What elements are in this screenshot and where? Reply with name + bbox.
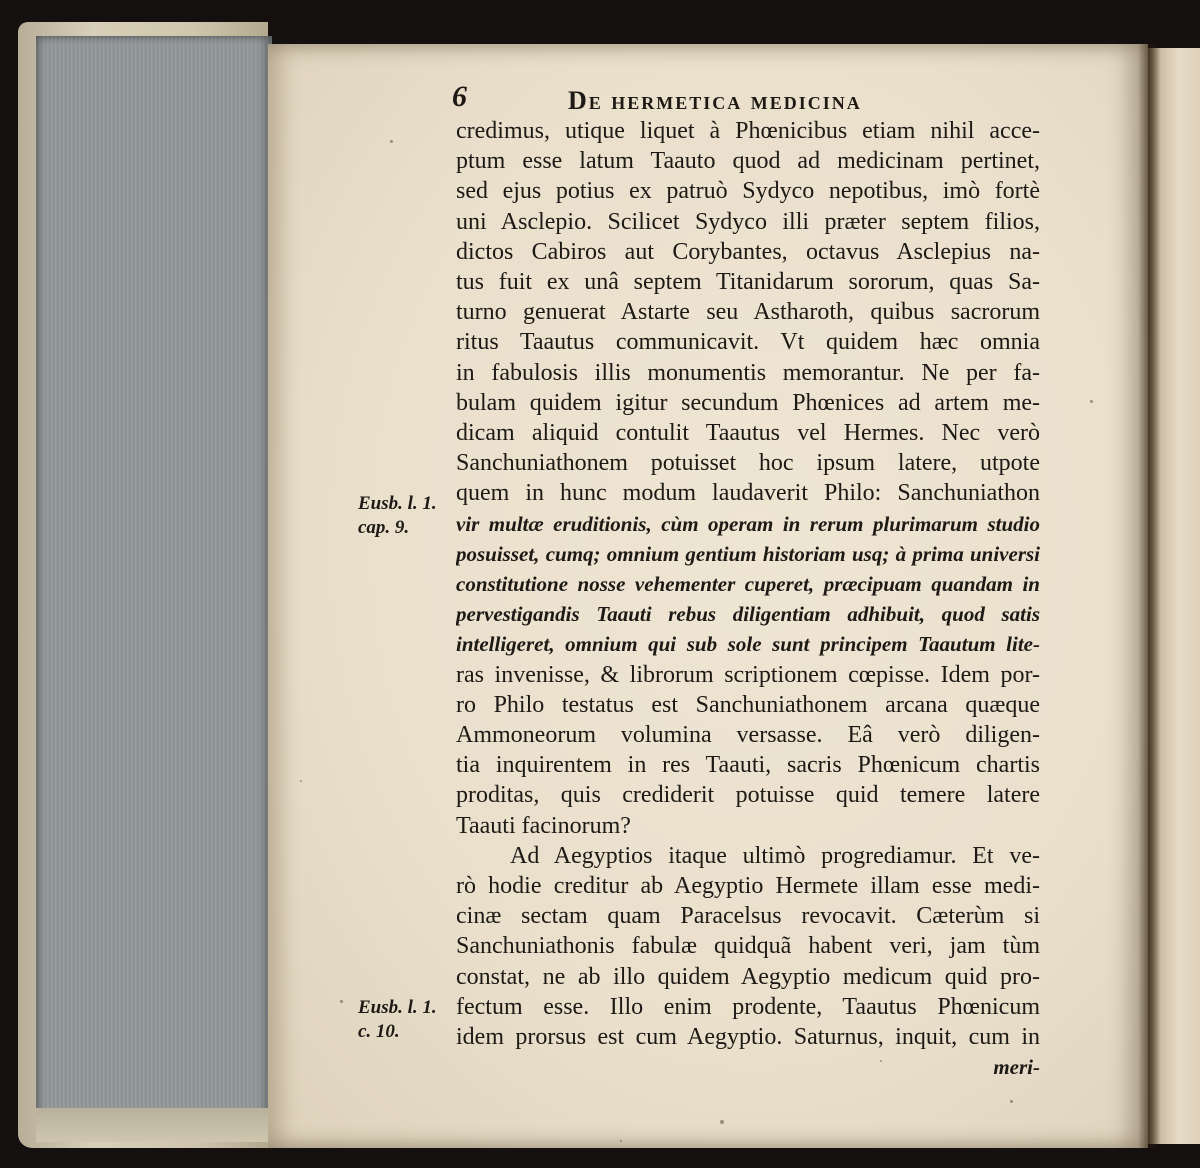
paper-speck xyxy=(880,1060,882,1062)
text-line: Sanchuniathonis fabulæ quidquã habent veri, jam tùm xyxy=(456,933,1040,960)
margin-note-line: cap. 9. xyxy=(358,517,410,539)
text-line: proditas, quis crediderit potuisse quid temere latere xyxy=(456,782,1040,809)
text-line-quote: vir multæ eruditionis, cùm operam in rerum plurimarum studio xyxy=(456,511,1040,536)
paper-speck xyxy=(300,780,302,782)
page-number: 6 xyxy=(452,80,467,113)
paper-speck xyxy=(1010,1100,1013,1103)
paper-speck xyxy=(340,1000,343,1003)
text-line: bulam quidem igitur secundum Phœnices ad artem me- xyxy=(456,389,1040,416)
text-line: quem in hunc modum laudaverit Philo: Sanchuniathon xyxy=(456,480,1040,507)
text-line: constat, ne ab illo quidem Aegyptio medicum quid pro- xyxy=(456,963,1040,990)
text-line-quote: posuisset, cumq; omnium gentium historiam usq; à prima universi xyxy=(456,541,1040,566)
paper-speck xyxy=(390,140,393,143)
text-line: Sanchuniathonem potuisset hoc ipsum latere, utpote xyxy=(456,450,1040,477)
text-line: Ad Aegyptios itaque ultimò progrediamur. Et ve- xyxy=(510,842,1040,869)
paper-speck xyxy=(1090,400,1093,403)
text-line: fectum esse. Illo enim prodente, Taautus Phœnicum xyxy=(456,993,1040,1020)
page-edges-stack xyxy=(36,36,272,1140)
text-line: turno genuerat Astarte seu Astharoth, quibus sacrorum xyxy=(456,299,1040,326)
text-line-quote: pervestigandis Taauti rebus diligentiam adhibuit, quod satis xyxy=(456,602,1040,627)
text-line-quote: constitutione nosse vehementer cuperet, præcipuam quandam in xyxy=(456,572,1040,596)
text-line: Taauti facinorum? xyxy=(456,812,631,839)
text-line: ras invenisse, & librorum scriptionem cœpisse. Idem por- xyxy=(456,661,1040,688)
text-line: dicam aliquid contulit Taautus vel Hermes. Nec verò xyxy=(456,420,1040,446)
text-line: ritus Taautus communicavit. Vt quidem hæc omnia xyxy=(456,329,1040,356)
margin-note-line: Eusb. l. 1. xyxy=(358,493,437,515)
text-line: tus fuit ex unâ septem Titanidarum sororum, quas Sa- xyxy=(456,269,1040,295)
text-line: idem prorsus est cum Aegyptio. Saturnus, inquit, cum in xyxy=(456,1024,1040,1050)
book-gutter-shadow xyxy=(1138,44,1160,1148)
text-line: tia inquirentem in res Taauti, sacris Phœnicum chartis xyxy=(456,752,1040,779)
text-line: Ammoneorum volumina versasse. Eâ verò diligen- xyxy=(456,722,1040,748)
margin-note-2 xyxy=(358,996,437,1044)
text-line: credimus, utique liquet à Phœnicibus etiam nihil acce- xyxy=(456,118,1040,144)
text-line: ptum esse latum Taauto quod ad medicinam pertinet, xyxy=(456,148,1040,175)
text-line: in fabulosis illis monumentis memorantur. Ne per fa- xyxy=(456,359,1040,386)
text-line: dictos Cabiros aut Corybantes, octavus Asclepius na- xyxy=(456,238,1040,265)
text-line: cinæ sectam quam Paracelsus revocavit. Cæterùm si xyxy=(456,903,1040,930)
margin-note-1 xyxy=(358,492,437,540)
margin-note-line: Eusb. l. 1. xyxy=(358,996,437,1018)
book-cover-bottom xyxy=(36,1108,272,1142)
paper-speck xyxy=(620,1140,622,1142)
catchword: meri- xyxy=(993,1055,1040,1080)
text-line: rò hodie creditur ab Aegyptio Hermete illam esse medi- xyxy=(456,873,1040,899)
text-line-quote: intelligeret, omnium qui sub sole sunt principem Taautum lite- xyxy=(456,632,1040,657)
paper-speck xyxy=(720,1120,724,1124)
running-title: De hermetica medicina xyxy=(568,86,862,115)
text-line: sed ejus potius ex patruò Sydyco nepotibus, imò fortè xyxy=(456,178,1040,205)
margin-note-line: c. 10. xyxy=(358,1020,400,1042)
text-line: ro Philo testatus est Sanchuniathonem arcana quæque xyxy=(456,691,1040,718)
text-line: uni Asclepio. Scilicet Sydyco illi præter septem filios, xyxy=(456,208,1040,235)
